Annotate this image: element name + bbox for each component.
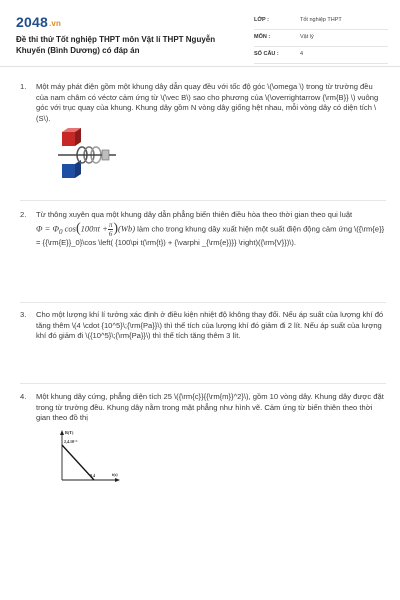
- meta-label: SỐ CÂU :: [254, 51, 279, 57]
- slip-ring-brush: [102, 150, 109, 160]
- formula-unit: (Wb): [118, 223, 136, 234]
- exam-title: Đề thi thử Tốt nghiệp THPT môn Vật lí THPT Nguyễn Khuyến (Bình Dương) có đáp án: [16, 35, 216, 55]
- question-separator: [20, 200, 386, 201]
- graph-x-value: 0,4: [90, 472, 95, 478]
- question-text: Một khung dây cứng, phẳng diện tích 25 \({\rm{c}}{{\rm{m}}^2}\), gồm 10 vòng dây. Khung dây được đặt trong từ trường đều. Khung dây nằm trong mặt phẳng như hình vẽ. Cảm ứng từ biến thiên theo thời gian theo đồ thị: [36, 392, 384, 423]
- question-text: Một máy phát điện gồm một khung dây dẫn quay đều với tốc độ góc \(\omega \) trong từ trường đều của nam châm có véctơ cảm ứng từ \(\vec B\) sao cho phương của \(\overrightarrow {\rm{B}} \) vuông góc với trục quay của khung. Khung dây gồm N vòng dây giống hệt nhau, mỗi vòng dây có diện tích \(S\).: [36, 82, 379, 123]
- question-3: [20, 310, 386, 342]
- fraction-numerator: π: [108, 220, 113, 229]
- fraction-denominator: 6: [108, 229, 113, 238]
- question-text: [36, 210, 386, 248]
- question-text: Cho một lượng khí lí tưởng xác định ở điều kiện nhiệt độ không thay đổi. Nếu áp suất của lượng khí đó tăng thêm \(4 \cdot {10^5}\;{\rm{Pa}}\) thì thể tích của lượng khí đó giảm đi 2 lít. Nếu áp suất của lượng khí đó giảm đi \({10^5}\;{\rm{Pa}}\) thì thể tích tăng thêm 3 lít.: [36, 310, 384, 341]
- question-4: [20, 392, 386, 487]
- graph-x-label: t(s): [112, 471, 118, 477]
- meta-row-subject: [254, 32, 388, 47]
- site-logo[interactable]: [16, 14, 61, 30]
- magnet-north-pole: [62, 132, 75, 146]
- page-header: [16, 14, 386, 66]
- meta-value: Tốt nghiệp THPT: [300, 17, 342, 23]
- question-2: [20, 210, 386, 248]
- x-axis-arrow: [115, 478, 120, 482]
- flux-formula: $\Phi = \Phi_0$ cos(100πt + $\frac{\pi}{6}$ )(Wb): [36, 220, 136, 238]
- y-axis-arrow: [60, 430, 64, 435]
- formula-left: Φ = Φ: [36, 223, 59, 234]
- question-number: 1.: [20, 82, 27, 91]
- formula-cos: cos: [64, 223, 76, 234]
- logo-suffix: .vn: [48, 19, 62, 28]
- question-text-after: làm cho trong khung dây xuất hiện một suất điện động cảm ứng \({\rm{e}} = {{\rm{E}}_0}\cos \left( {100\pi t(\rm{t}) + {\varphi _{\rm{e}}}} \right)({\rm{V}})\).: [36, 224, 385, 247]
- meta-value: Vật lý: [300, 34, 314, 40]
- question-number: 4.: [20, 392, 27, 401]
- question-1: [20, 82, 386, 192]
- question-number: 3.: [20, 310, 27, 319]
- question-separator: [20, 383, 386, 384]
- logo-main: 2048: [16, 14, 48, 30]
- meta-row-class: [254, 15, 388, 30]
- header-divider: [0, 66, 400, 67]
- graph-y-label: B(T): [65, 429, 74, 435]
- meta-row-count: [254, 49, 388, 64]
- formula-subscript: 0: [58, 227, 63, 236]
- graph-y-value: 2,4.10⁻³: [64, 438, 78, 444]
- question-number: 2.: [20, 210, 27, 219]
- question-text-before: Từ thông xuyên qua một khung dây dẫn phẳng biến thiên điều hòa theo thời gian theo qui luật: [36, 210, 353, 219]
- meta-value: 4: [300, 51, 304, 57]
- meta-label: MÔN :: [254, 34, 271, 40]
- magnet-south-pole: [62, 164, 75, 178]
- formula-argument: 100πt +: [80, 223, 108, 234]
- generator-figure: [54, 128, 120, 188]
- meta-label: LỚP :: [254, 17, 269, 23]
- magnetic-field-graph: [54, 428, 122, 484]
- exam-meta: [254, 15, 388, 66]
- question-separator: [20, 302, 386, 303]
